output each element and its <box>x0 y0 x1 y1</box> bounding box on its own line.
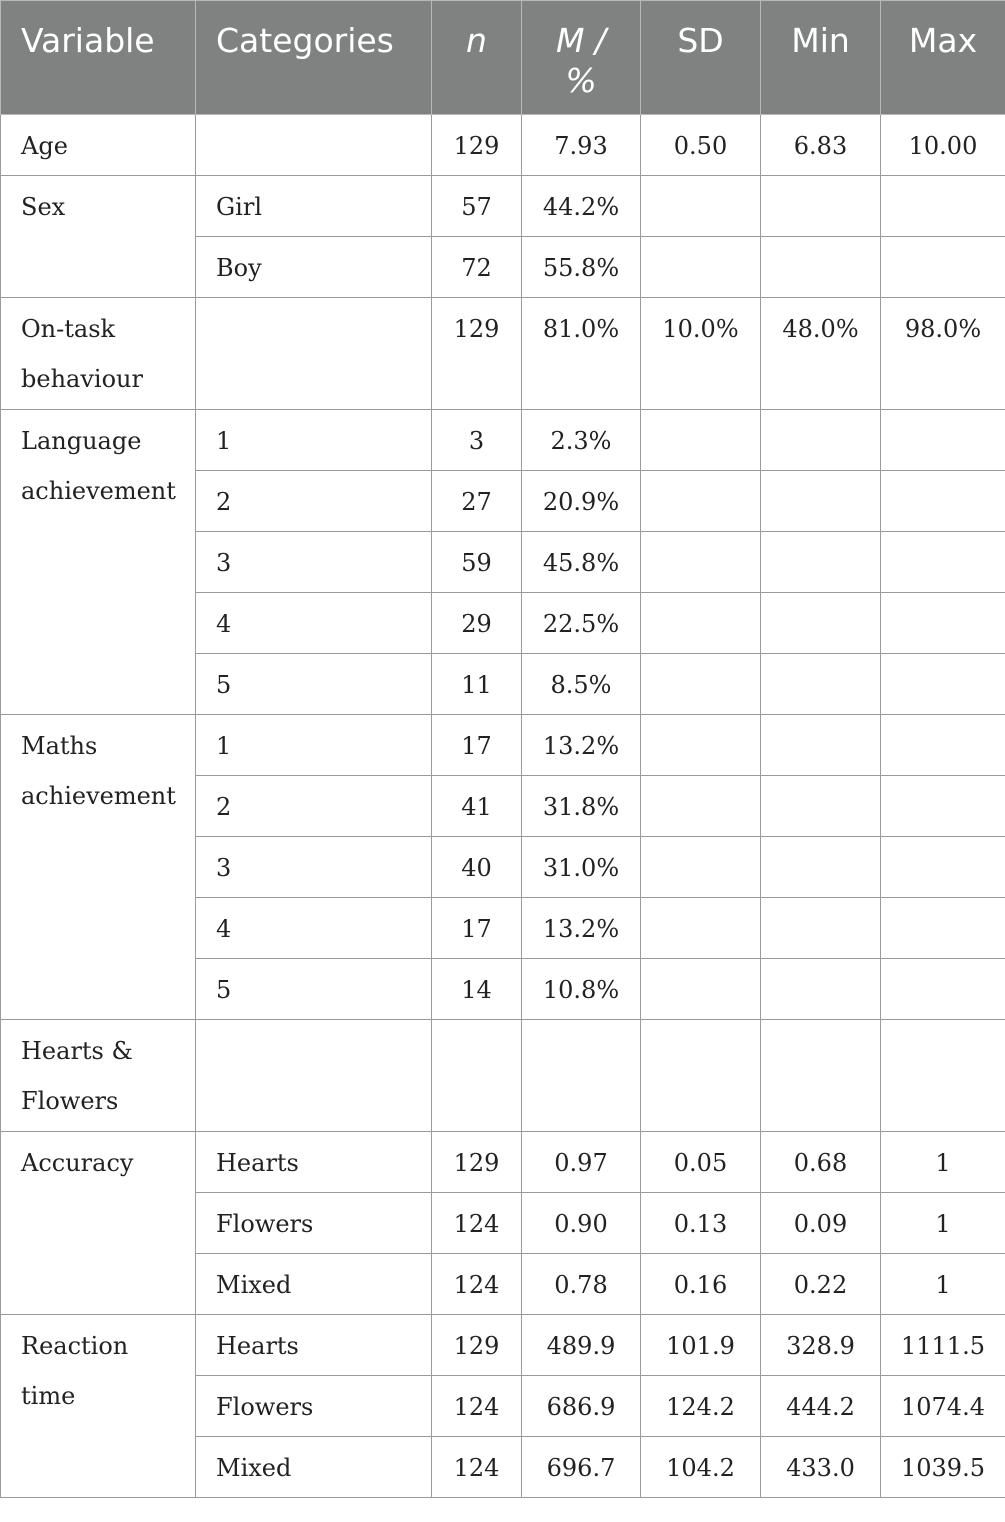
max-cell: 1 <box>881 1132 1005 1193</box>
table-row <box>1 410 1005 471</box>
max-cell <box>881 654 1005 715</box>
min-cell <box>761 654 881 715</box>
table-row <box>1 115 1005 176</box>
min-cell <box>761 471 881 532</box>
sd-cell <box>641 237 761 298</box>
n-cell: 27 <box>432 471 522 532</box>
category-cell: 1 <box>196 715 432 776</box>
mean-cell: 8.5% <box>522 654 641 715</box>
table-row <box>1 1020 1005 1132</box>
min-cell <box>761 898 881 959</box>
table-row <box>1 1132 1005 1193</box>
mean-cell: 13.2% <box>522 898 641 959</box>
mean-cell: 0.97 <box>522 1132 641 1193</box>
mean-cell: 686.9 <box>522 1376 641 1437</box>
category-cell <box>196 115 432 176</box>
category-cell: 2 <box>196 776 432 837</box>
min-cell <box>761 715 881 776</box>
n-cell: 129 <box>432 115 522 176</box>
sd-cell <box>641 776 761 837</box>
mean-cell: 31.0% <box>522 837 641 898</box>
sd-cell: 0.05 <box>641 1132 761 1193</box>
max-cell: 10.00 <box>881 115 1005 176</box>
variable-cell: Reaction time <box>1 1315 196 1498</box>
min-cell: 433.0 <box>761 1437 881 1498</box>
mean-cell <box>522 1020 641 1132</box>
category-cell: 4 <box>196 898 432 959</box>
min-cell <box>761 593 881 654</box>
header-variable: Variable <box>1 1 196 115</box>
sd-cell <box>641 410 761 471</box>
n-cell: 124 <box>432 1437 522 1498</box>
category-cell: 1 <box>196 410 432 471</box>
mean-cell: 81.0% <box>522 298 641 410</box>
category-cell: 3 <box>196 532 432 593</box>
min-cell: 6.83 <box>761 115 881 176</box>
header-mean-percent: M / % <box>522 1 641 115</box>
table-row <box>1 298 1005 410</box>
category-cell: Hearts <box>196 1132 432 1193</box>
category-cell: Mixed <box>196 1437 432 1498</box>
category-cell: Girl <box>196 176 432 237</box>
min-cell: 0.09 <box>761 1193 881 1254</box>
max-cell <box>881 837 1005 898</box>
category-cell <box>196 1020 432 1132</box>
max-cell <box>881 237 1005 298</box>
max-cell <box>881 776 1005 837</box>
mean-cell: 45.8% <box>522 532 641 593</box>
mean-cell: 22.5% <box>522 593 641 654</box>
min-cell <box>761 959 881 1020</box>
max-cell <box>881 176 1005 237</box>
n-cell: 41 <box>432 776 522 837</box>
variable-cell: Accuracy <box>1 1132 196 1315</box>
n-cell: 17 <box>432 715 522 776</box>
table-row <box>1 176 1005 237</box>
sd-cell <box>641 593 761 654</box>
mean-cell: 31.8% <box>522 776 641 837</box>
n-cell: 40 <box>432 837 522 898</box>
sd-cell <box>641 1020 761 1132</box>
sd-cell <box>641 176 761 237</box>
n-cell: 17 <box>432 898 522 959</box>
max-cell <box>881 593 1005 654</box>
table-row <box>1 1315 1005 1376</box>
max-cell <box>881 898 1005 959</box>
n-cell: 3 <box>432 410 522 471</box>
max-cell <box>881 410 1005 471</box>
max-cell <box>881 471 1005 532</box>
header-row <box>1 1 1005 115</box>
min-cell <box>761 237 881 298</box>
sd-cell: 0.16 <box>641 1254 761 1315</box>
max-cell: 1111.5 <box>881 1315 1005 1376</box>
max-cell <box>881 1020 1005 1132</box>
sd-cell: 10.0% <box>641 298 761 410</box>
n-cell: 124 <box>432 1254 522 1315</box>
sd-cell <box>641 532 761 593</box>
sd-cell <box>641 898 761 959</box>
mean-cell: 7.93 <box>522 115 641 176</box>
min-cell: 0.22 <box>761 1254 881 1315</box>
sd-cell <box>641 654 761 715</box>
category-cell: 5 <box>196 654 432 715</box>
n-cell: 14 <box>432 959 522 1020</box>
n-cell: 124 <box>432 1193 522 1254</box>
variable-cell: Hearts & Flowers <box>1 1020 196 1132</box>
category-cell: Flowers <box>196 1376 432 1437</box>
max-cell: 98.0% <box>881 298 1005 410</box>
variable-cell: Age <box>1 115 196 176</box>
category-cell: Mixed <box>196 1254 432 1315</box>
n-cell: 57 <box>432 176 522 237</box>
mean-cell: 2.3% <box>522 410 641 471</box>
min-cell <box>761 1020 881 1132</box>
header-n: n <box>432 1 522 115</box>
min-cell <box>761 837 881 898</box>
n-cell: 59 <box>432 532 522 593</box>
mean-cell: 489.9 <box>522 1315 641 1376</box>
min-cell: 444.2 <box>761 1376 881 1437</box>
max-cell <box>881 715 1005 776</box>
category-cell: 5 <box>196 959 432 1020</box>
min-cell: 0.68 <box>761 1132 881 1193</box>
header-min: Min <box>761 1 881 115</box>
min-cell: 48.0% <box>761 298 881 410</box>
sd-cell: 104.2 <box>641 1437 761 1498</box>
header-max: Max <box>881 1 1005 115</box>
category-cell: 4 <box>196 593 432 654</box>
category-cell: Hearts <box>196 1315 432 1376</box>
mean-cell: 0.78 <box>522 1254 641 1315</box>
mean-cell: 13.2% <box>522 715 641 776</box>
category-cell: Flowers <box>196 1193 432 1254</box>
n-cell: 72 <box>432 237 522 298</box>
header-sd: SD <box>641 1 761 115</box>
sd-cell <box>641 837 761 898</box>
mean-cell: 44.2% <box>522 176 641 237</box>
variable-cell: Language achievement <box>1 410 196 715</box>
max-cell: 1 <box>881 1193 1005 1254</box>
n-cell: 11 <box>432 654 522 715</box>
max-cell: 1039.5 <box>881 1437 1005 1498</box>
n-cell: 129 <box>432 1315 522 1376</box>
mean-cell: 10.8% <box>522 959 641 1020</box>
max-cell <box>881 959 1005 1020</box>
mean-cell: 20.9% <box>522 471 641 532</box>
max-cell: 1074.4 <box>881 1376 1005 1437</box>
n-cell: 29 <box>432 593 522 654</box>
min-cell <box>761 176 881 237</box>
mean-cell: 55.8% <box>522 237 641 298</box>
variable-cell: Maths achievement <box>1 715 196 1020</box>
n-cell: 129 <box>432 1132 522 1193</box>
sd-cell <box>641 471 761 532</box>
sd-cell: 0.13 <box>641 1193 761 1254</box>
sd-cell <box>641 959 761 1020</box>
max-cell <box>881 532 1005 593</box>
min-cell <box>761 410 881 471</box>
mean-cell: 0.90 <box>522 1193 641 1254</box>
n-cell: 129 <box>432 298 522 410</box>
variable-cell: On-task behaviour <box>1 298 196 410</box>
category-cell: Boy <box>196 237 432 298</box>
sd-cell: 0.50 <box>641 115 761 176</box>
max-cell: 1 <box>881 1254 1005 1315</box>
category-cell: 2 <box>196 471 432 532</box>
sd-cell: 124.2 <box>641 1376 761 1437</box>
min-cell <box>761 776 881 837</box>
header-categories: Categories <box>196 1 432 115</box>
category-cell: 3 <box>196 837 432 898</box>
sd-cell: 101.9 <box>641 1315 761 1376</box>
variable-cell: Sex <box>1 176 196 298</box>
mean-cell: 696.7 <box>522 1437 641 1498</box>
min-cell <box>761 532 881 593</box>
category-cell <box>196 298 432 410</box>
min-cell: 328.9 <box>761 1315 881 1376</box>
n-cell <box>432 1020 522 1132</box>
table-row <box>1 715 1005 776</box>
sd-cell <box>641 715 761 776</box>
n-cell: 124 <box>432 1376 522 1437</box>
